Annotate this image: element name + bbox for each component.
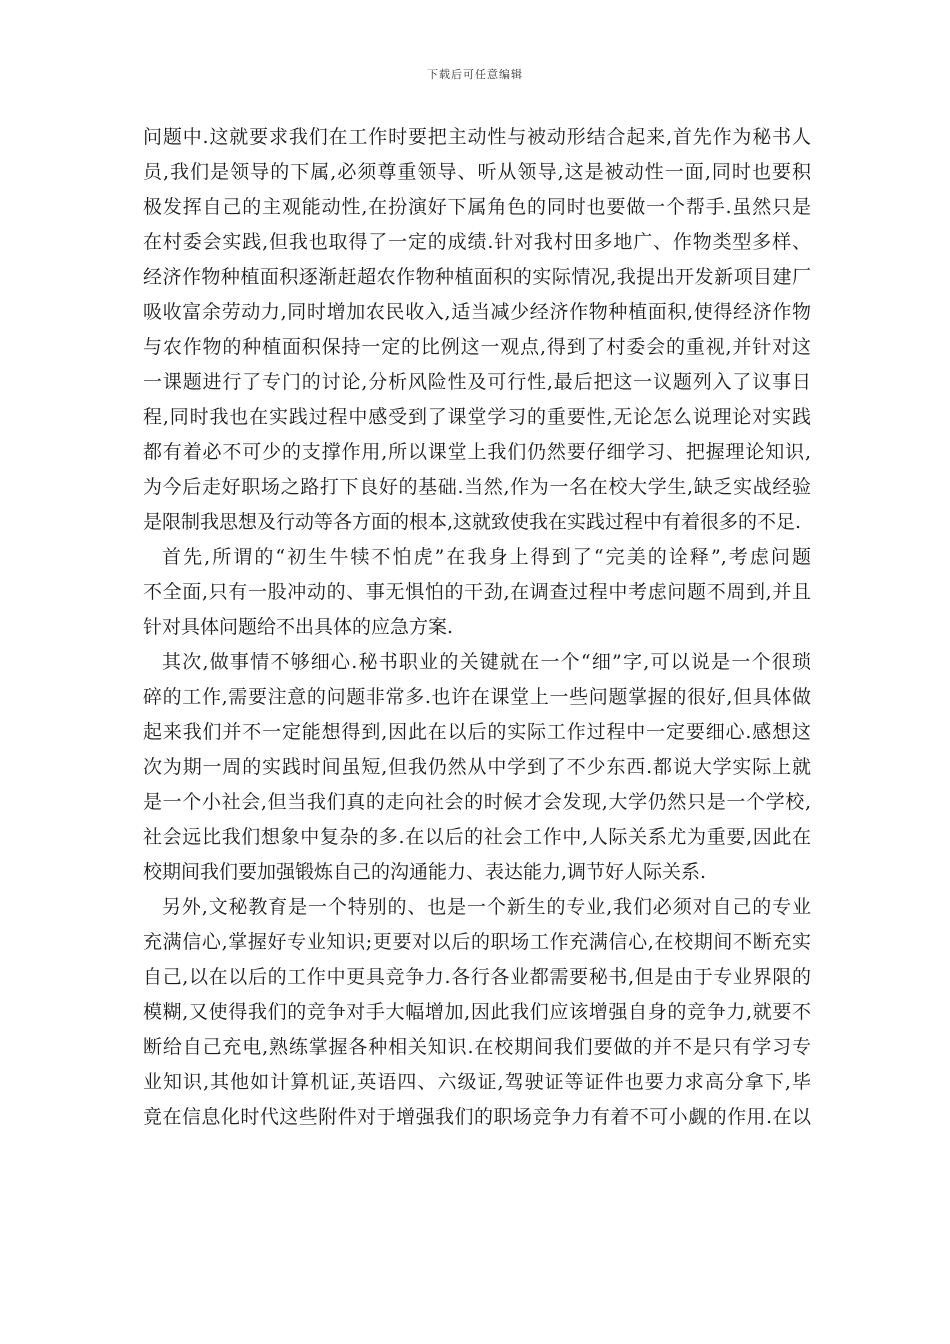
text-line: 程,同时我也在实践过程中感受到了课堂学习的重要性,无论怎么说理论对实践 (143, 406, 811, 428)
document-body (143, 120, 811, 1135)
text-line: 员,我们是领导的下属,必须尊重领导、听从领导,这是被动性一面,同时也要积 (143, 161, 811, 183)
text-line: 是限制我思想及行动等各方面的根本,这就致使我在实践过程中有着很多的不足. (143, 511, 802, 533)
text-line: 是一个小社会,但当我们真的走向社会的时候才会发现,大学仍然只是一个学校, (143, 791, 811, 813)
text-line: 自己,以在以后的工作中更具竞争力.各行各业都需要秘书,但是由于专业界限的 (143, 966, 811, 988)
text-line: 碎的工作,需要注意的问题非常多.也许在课堂上一些问题掌握的很好,但具体做 (143, 686, 811, 708)
page-header: 下载后可任意编辑 (427, 68, 523, 81)
text-line: 与农作物的种植面积保持一定的比例这一观点,得到了村委会的重视,并针对这 (143, 336, 811, 358)
text-line: 起来我们并不一定能想得到,因此在以后的实际工作过程中一定要细心.感想这 (143, 721, 811, 743)
text-line: 竟在信息化时代这些附件对于增强我们的职场竞争力有着不可小觑的作用.在以 (143, 1106, 811, 1128)
text-line: 都有着必不可少的支撑作用,所以课堂上我们仍然要仔细学习、把握理论知识, (143, 441, 811, 463)
text-line: 问题中.这就要求我们在工作时要把主动性与被动形结合起来,首先作为秘书人 (143, 126, 811, 148)
paragraph (143, 645, 811, 890)
paragraph (143, 890, 811, 1135)
text-line: 为今后走好职场之路打下良好的基础.当然,作为一名在校大学生,缺乏实战经验 (143, 476, 811, 498)
text-line: 社会远比我们想象中复杂的多.在以后的社会工作中,人际关系尤为重要,因此在 (143, 826, 811, 848)
text-line: 校期间我们要加强锻炼自己的沟通能力、表达能力,调节好人际关系. (143, 861, 707, 883)
text-line: 一课题进行了专门的讨论,分析风险性及可行性,最后把这一议题列入了议事日 (143, 371, 811, 393)
text-line: 另外,文秘教育是一个特别的、也是一个新生的专业,我们必须对自己的专业 (162, 896, 811, 918)
text-line: 经济作物种植面积逐渐赶超农作物种植面积的实际情况,我提出开发新项目建厂 (143, 266, 811, 288)
text-line: 模糊,又使得我们的竞争对手大幅增加,因此我们应该增强自身的竞争力,就要不 (143, 1001, 811, 1023)
text-line: 断给自己充电,熟练掌握各种相关知识.在校期间我们要做的并不是只有学习专 (143, 1036, 811, 1058)
text-line: 吸收富余劳动力,同时增加农民收入,适当减少经济作物种植面积,使得经济作物 (143, 301, 811, 323)
text-line: 其次,做事情不够细心.秘书职业的关键就在一个“细”字,可以说是一个很琐 (162, 651, 811, 673)
text-line: 在村委会实践,但我也取得了一定的成绩.针对我村田多地广、作物类型多样、 (143, 231, 811, 253)
text-line: 极发挥自己的主观能动性,在扮演好下属角色的同时也要做一个帮手.虽然只是 (143, 196, 811, 218)
paragraph (143, 540, 811, 645)
text-line: 次为期一周的实践时间虽短,但我仍然从中学到了不少东西.都说大学实际上就 (143, 756, 811, 778)
paragraph (143, 120, 811, 540)
text-line: 充满信心,掌握好专业知识;更要对以后的职场工作充满信心,在校期间不断充实 (143, 931, 811, 953)
text-line: 不全面,只有一股冲动的、事无惧怕的干劲,在调查过程中考虑问题不周到,并且 (143, 581, 811, 603)
text-line: 业知识,其他如计算机证,英语四、六级证,驾驶证等证件也要力求高分拿下,毕 (143, 1071, 811, 1093)
text-line: 针对具体问题给不出具体的应急方案. (143, 616, 454, 638)
text-line: 首先,所谓的“初生牛犊不怕虎”在我身上得到了“完美的诠释”,考虑问题 (162, 546, 811, 568)
